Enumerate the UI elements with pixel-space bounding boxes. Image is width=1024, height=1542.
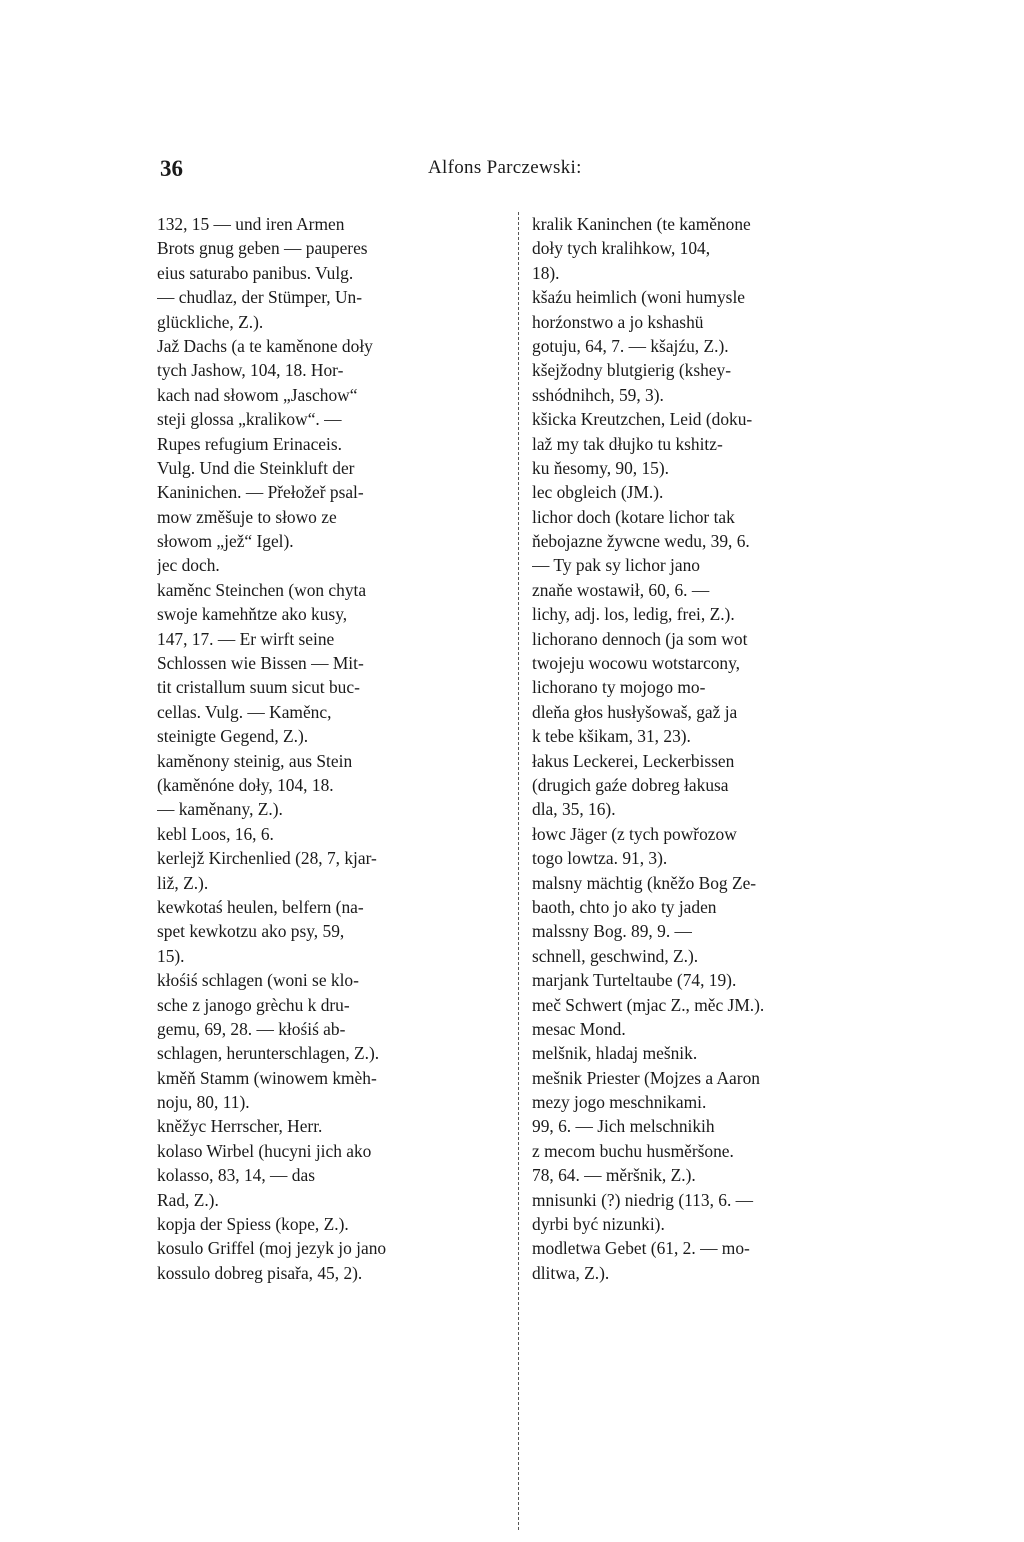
text-line: Kaninichen. — Přełožeř psal- — [157, 482, 364, 503]
text-line: eius saturabo panibus. Vulg. — [157, 262, 354, 283]
text-line: 99, 6. — Jich melschnikih — [532, 1116, 715, 1137]
text-line: 132, 15 — und iren Armen — [157, 214, 345, 234]
text-line: kněžyc Herrscher, Herr. — [157, 1116, 323, 1137]
text-line: noju, 80, 11). — [157, 1092, 250, 1113]
text-line: dlitwa, Z.). — [532, 1262, 610, 1283]
text-line: łakus Leckerei, Leckerbissen — [532, 750, 735, 771]
text-line: sshódnihch, 59, 3). — [532, 384, 664, 405]
text-line: kossulo dobreg pisařa, 45, 2). — [157, 1262, 363, 1283]
text-line: 15). — [157, 945, 185, 966]
text-line: kšejžodny blutgierig (ksheу- — [532, 360, 731, 381]
text-line: lichorano ty mojogo mo- — [532, 677, 706, 698]
text-line: łowc Jäger (z tych powřozow — [532, 823, 737, 844]
text-line: laž my tak dłujko tu kshitz- — [532, 433, 723, 454]
text-line: dyrbi być nizunki). — [532, 1214, 665, 1235]
text-line: mešnik Priester (Mojzes a Aaron — [532, 1067, 760, 1088]
text-line: mow změšuje to słowo ze — [157, 506, 337, 527]
text-line: swoje kamehňtze ako kusy, — [157, 604, 348, 625]
page-number: 36 — [160, 156, 183, 181]
text-line: ňebojazne žywcne wedu, 39, 6. — [532, 531, 750, 552]
text-line: twojeju wocowu wotstarcony, — [532, 653, 740, 674]
text-line: tit cristallum suum sicut buc- — [157, 677, 360, 698]
text-line: cellas. Vulg. — Kaměnc, — [157, 701, 332, 722]
text-line: horźonstwo a jo kshashü — [532, 311, 704, 332]
text-line: gotuju, 64, 7. — kšajźu, Z.). — [532, 335, 729, 356]
text-line: kerlejž Kirchenlied (28, 7, kjar- — [157, 848, 377, 869]
text-line: z mecom buchu husměršone. — [532, 1140, 734, 1161]
text-line: dla, 35, 16). — [532, 799, 616, 820]
text-line: malsny mächtig (kněžo Bog Ze- — [532, 872, 757, 893]
text-line: kopja der Spiess (kope, Z.). — [157, 1214, 349, 1235]
text-line: modletwa Gebet (61, 2. — mo- — [532, 1238, 750, 1259]
text-line: (kaměnóne doły, 104, 18. — [157, 774, 334, 795]
text-line: mezy jogo meschnikami. — [532, 1092, 707, 1113]
left-column — [157, 212, 509, 1285]
text-line: kaměnony steinig, aus Stein — [157, 750, 353, 771]
text-line: steji glossa „kralikow“. — — [157, 409, 342, 430]
text-line: spet kewkotzu ako psy, 59, — [157, 921, 345, 942]
text-line: melšnik, hladaj mešnik. — [532, 1043, 698, 1064]
text-line: mesac Mond. — [532, 1018, 626, 1039]
text-line: kosulo Griffel (moj jezyk jo jano — [157, 1238, 387, 1259]
text-line: — chudlaz, der Stümper, Un- — [157, 287, 363, 308]
text-line: baoth, chto jo ako ty jaden — [532, 896, 717, 917]
text-line: mnisunki (?) niedrig (113, 6. — — [532, 1189, 754, 1210]
text-line: 18). — [532, 262, 560, 283]
text-line: Vulg. Und die Steinkluft der — [157, 457, 355, 478]
text-line: dleňa głos husłyšowaš, gaž ja — [532, 701, 738, 722]
text-line: kolasso, 83, 14, — das — [157, 1165, 315, 1186]
text-line: lichor doch (kotare lichor tak — [532, 506, 735, 527]
text-line: kolaso Wirbel (hucyni jich ako — [157, 1140, 372, 1161]
text-line: kaměnc Steinchen (won chyta — [157, 579, 367, 600]
text-line: kach nad słowom „Jaschow“ — [157, 384, 358, 405]
text-line: kšicka Kreutzchen, Leid (doku- — [532, 409, 753, 430]
text-line: schlagen, herunterschlagen, Z.). — [157, 1043, 380, 1064]
text-line: lichy, adj. los, ledig, frei, Z.). — [532, 604, 735, 625]
text-line: gemu, 69, 28. — kłośiś ab- — [157, 1018, 346, 1039]
text-line: znaňe wostawił, 60, 6. — — [532, 579, 710, 600]
text-line: kebl Loos, 16, 6. — [157, 823, 274, 844]
text-line: lec obgleich (JM.). — [532, 482, 664, 503]
text-line: Rupes refugium Erinaceis. — [157, 433, 342, 454]
text-line: kewkotaś heulen, belfern (na- — [157, 896, 364, 917]
text-line: Brots gnug geben — pauperes — [157, 238, 368, 259]
text-line: — kaměnany, Z.). — [157, 799, 283, 820]
text-line: 78, 64. — měršnik, Z.). — [532, 1165, 696, 1186]
text-line: kłośiś schlagen (woni se klo- — [157, 970, 359, 991]
text-line: ku ňesomy, 90, 15). — [532, 457, 670, 478]
text-line: malssny Bog. 89, 9. — — [532, 921, 692, 942]
text-line: Jaž Dachs (a te kaměnone doły — [157, 335, 373, 356]
text-line: marjank Turteltaube (74, 19). — [532, 970, 737, 991]
text-line: k tebe kšikam, 31, 23). — [532, 726, 691, 747]
text-line: doły tych kralihkow, 104, — [532, 238, 711, 259]
text-line: kralik Kaninchen (te kaměnone — [532, 214, 751, 234]
text-line: kměň Stamm (winowem kmèh- — [157, 1067, 377, 1088]
text-line: schnell, geschwind, Z.). — [532, 945, 699, 966]
text-line: meč Schwert (mjac Z., měc JM.). — [532, 994, 765, 1015]
text-line: liž, Z.). — [157, 872, 209, 893]
text-line: Schlossen wie Bissen — Mit- — [157, 653, 364, 674]
text-line: togo lowtza. 91, 3). — [532, 848, 668, 869]
text-line: jec doch. — [157, 555, 220, 576]
right-column — [532, 212, 890, 1285]
text-line: lichorano dennoch (ja som wot — [532, 628, 748, 649]
text-line: sche z janogo grèchu k dru- — [157, 994, 350, 1015]
text-line: Rad, Z.). — [157, 1189, 219, 1210]
text-line: — Ty pak sy lichor jano — [532, 555, 700, 576]
text-line: steinigte Gegend, Z.). — [157, 726, 309, 747]
running-head: Alfons Parczewski: — [428, 157, 582, 178]
column-rule — [518, 212, 519, 1530]
text-line: kšaźu heimlich (woni humysle — [532, 287, 745, 308]
text-line: słowom „jež“ Igel). — [157, 531, 294, 552]
text-line: tych Jashow, 104, 18. Hor- — [157, 360, 344, 381]
text-line: glückliche, Z.). — [157, 311, 264, 332]
text-line: 147, 17. — Er wirft seine — [157, 628, 335, 649]
text-line: (drugich gaźe dobreg łakusa — [532, 774, 729, 795]
